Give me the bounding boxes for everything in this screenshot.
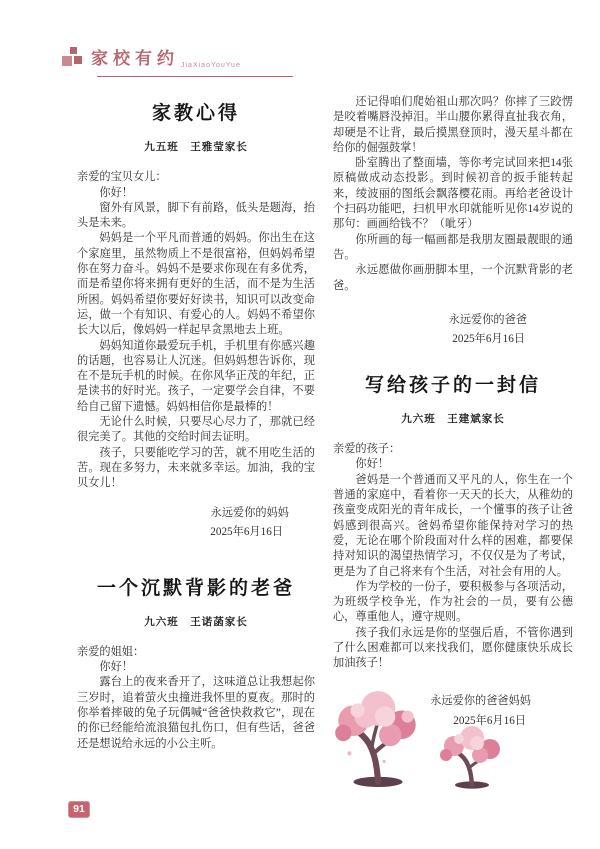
- article-family-education: [77, 101, 315, 542]
- letter-signature: 永远爱你的爸爸妈妈: [430, 694, 531, 707]
- letter-paragraph: 你好！: [355, 458, 389, 471]
- letter-paragraph: 作为学校的一份子，要积极参与各项活动，为班级学校争光，作为社会的一员，要有公德心，尊重他人，遵守规则。: [333, 580, 573, 624]
- letter-date: 2025年6月16日: [210, 525, 283, 538]
- article-byline: 九六班 王诺菡家长: [144, 616, 248, 628]
- header-brand: [62, 47, 241, 71]
- letter-paragraph: 妈妈是一个平凡而普通的妈妈。你出生在这个家庭里，虽然物质上不是很富裕，但妈妈希望你在努力奋斗。妈妈不是要求你现在有多优秀，而是希望你将来拥有更好的生活，而不是为生活所困。妈妈希望你要好好读书，知识可以改变命运，做一个有知识、有爱心的人。妈妈不希望你长大以后，像妈妈一样起早贪黑地去上班。: [77, 232, 315, 337]
- letter-signature: 永远爱你的爸爸: [448, 313, 527, 326]
- article-silent-father-continued: [333, 95, 573, 349]
- letter-paragraph: 妈妈知道你最爱玩手机，手机里有你感兴趣的话题，也容易让人沉迷。但妈妈想告诉你，现在不是玩手机的时候。在你风华正茂的年纪，正是读书的好时光。孩子，一定要学会自律，不要给自己留下遗憾。妈妈相信你是最棒的！: [77, 339, 315, 413]
- letter-paragraph: 永远愿做你画册脚本里，一个沉默背影的老爸。: [333, 264, 573, 292]
- article-byline: 九六班 王建斌家长: [401, 413, 505, 425]
- letter-signature: 永远爱你的妈妈: [210, 506, 289, 519]
- article-silent-father: [77, 576, 315, 752]
- letter-paragraph: 孩子我们永远是你的坚强后盾，不管你遇到了什么困难都可以来找我们，愿你健康快乐成长加油孩子！: [333, 626, 573, 670]
- page-number-badge: 91: [68, 801, 90, 818]
- article-byline: 九五班 王雅莹家长: [144, 142, 248, 153]
- article-title: 家教心得: [151, 103, 240, 124]
- cherry-blossom-tree-small-icon: [435, 724, 509, 790]
- article-letter-to-child: [333, 373, 573, 806]
- letter-paragraph: 露台上的夜来香开了，这味道总让我想起你三岁时，追着萤火虫撞进我怀里的夏夜。那时的你举着摔破的兔子玩偶喊“爸爸快救救它”，现在的你已经能给流浪猫包扎伤口，但有些话，爸爸还是想说给永远的小公主听。: [77, 676, 315, 750]
- letter-paragraph: 你好！: [99, 661, 133, 674]
- letter-salutation: 亲爱的宝贝女儿：: [77, 171, 167, 184]
- brand-title: 家校有约: [91, 49, 179, 68]
- cherry-blossom-tree-large-icon: [327, 686, 429, 788]
- letter-paragraph: 你好！: [99, 186, 133, 199]
- letter-salutation: 亲爱的孩子：: [333, 443, 401, 456]
- letter-date: 2025年6月16日: [453, 714, 526, 727]
- letter-paragraph: 你所画的每一幅画都是我朋友圈最靓眼的通告。: [333, 233, 573, 261]
- letter-salutation: 亲爱的姐姐：: [77, 645, 145, 658]
- header-rule: [97, 76, 293, 77]
- letter-paragraph: 无论什么时候，只要尽心尽力了，那就已经很完美了。其他的交给时间去证明。: [77, 416, 315, 444]
- signature-with-illustration: [333, 678, 573, 806]
- letter-paragraph: 还记得咱们爬始祖山那次吗？你摔了三跤愣是咬着嘴唇没掉泪。半山腰你累得直扯我衣角，却硬是不让背，最后摸黑登顶时，漫天星斗都在给你的倔强鼓掌！: [333, 96, 573, 154]
- letter-date: 2025年6月16日: [452, 332, 525, 345]
- letter-paragraph: 窗外有风景，脚下有前路，低头是题海，抬头是未来。: [77, 201, 315, 230]
- letter-paragraph: 爸妈是一个普通而又平凡的人，你生在一个普通的家庭中，看着你一天天的长大，从稚幼的孩童变成阳光的青年成长，一个懂事的孩子让爸妈感到很高兴。爸妈希望你能保持对学习的热爱，无论在哪个阶段面对什么样的困难，都要保持对知识的渴望热情学习，不仅仅是为了考试，更是为了自己将来有个生活，对社会有用的人。: [333, 473, 573, 578]
- left-column: [77, 95, 315, 752]
- brand-logo-icon: [62, 47, 86, 71]
- article-title: 一个沉默背影的老爸: [96, 577, 295, 599]
- right-column: [333, 95, 573, 806]
- letter-paragraph: 孩子，只要能吃学习的苦，就不用吃生活的苦。现在多努力，未来就多幸运。加油，我的宝贝女儿！: [77, 446, 315, 490]
- brand-subtitle: JiaXiaoYouYue: [181, 62, 241, 69]
- article-title: 写给孩子的一封信: [364, 374, 541, 396]
- letter-paragraph: 卧室腾出了整面墙，等你考完试回来把14张原稿做成动态投影。到时候初音的扳手能转起来，绫波丽的图纸会飘落樱花雨。再给老爸设计个扫码功能吧，扫机甲水印就能听见你14岁说的那句：画画给钱不？（呲牙）: [333, 157, 573, 231]
